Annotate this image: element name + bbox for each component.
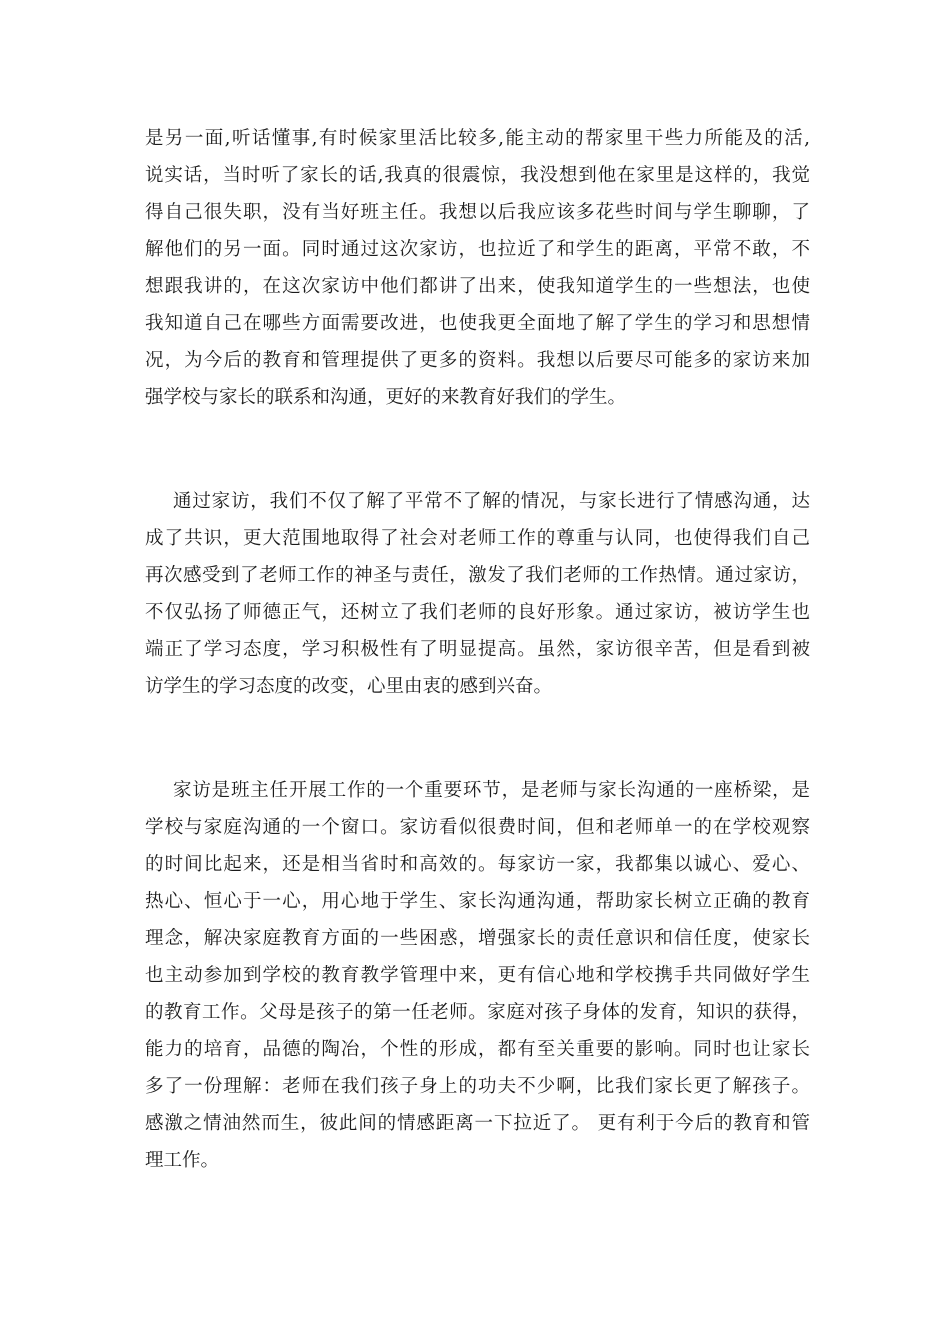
- paragraph-line: 是另一面,听话懂事,有时候家里活比较多,能主动的帮家里干些力所能及的活,: [145, 128, 810, 149]
- paragraph-line: 得自己很失职，没有当好班主任。我想以后我应该多花些时间与学生聊聊，了: [145, 202, 810, 223]
- paragraph-line: 强学校与家长的联系和沟通，更好的来教育好我们的学生。: [145, 387, 627, 408]
- paragraph-line: 学校与家庭沟通的一个窗口。家访看似很费时间，但和老师单一的在学校观察: [145, 817, 810, 838]
- paragraph-line: 端正了学习态度，学习积极性有了明显提高。虽然，家访很辛苦，但是看到被: [145, 639, 810, 660]
- paragraph-line: 况，为今后的教育和管理提供了更多的资料。我想以后要尽可能多的家访来加: [145, 350, 810, 371]
- paragraph-line: 我知道自己在哪些方面需要改进，也使我更全面地了解了学生的学习和思想情: [145, 313, 810, 334]
- paragraph-line: 理念，解决家庭教育方面的一些困惑，增强家长的责任意识和信任度，使家长: [145, 928, 810, 949]
- paragraph-line: 说实话，当时听了家长的话,我真的很震惊，我没想到他在家里是这样的，我觉: [145, 165, 810, 186]
- paragraph-line: 热心、恒心于一心，用心地于学生、家长沟通沟通，帮助家长树立正确的教育: [145, 891, 810, 912]
- paragraph-line: 通过家访，我们不仅了解了平常不了解的情况，与家长进行了情感沟通，达: [173, 491, 810, 512]
- paragraph-line: 的时间比起来，还是相当省时和高效的。每家访一家，我都集以诚心、爱心、: [145, 854, 810, 875]
- paragraph-line: 家访是班主任开展工作的一个重要环节，是老师与家长沟通的一座桥梁，是: [173, 780, 810, 801]
- paragraph-line: 感激之情油然而生，彼此间的情感距离一下拉近了。 更有利于今后的教育和管: [145, 1113, 810, 1134]
- paragraph-line: 解他们的另一面。同时通过这次家访，也拉近了和学生的距离，平常不敢，不: [145, 239, 810, 260]
- paragraph-line: 成了共识，更大范围地取得了社会对老师工作的尊重与认同，也使得我们自己: [145, 528, 810, 549]
- paragraph-line: 访学生的学习态度的改变，心里由衷的感到兴奋。: [145, 676, 553, 697]
- paragraph-line: 想跟我讲的，在这次家访中他们都讲了出来，使我知道学生的一些想法，也使: [145, 276, 810, 297]
- paragraph-line: 能力的培育，品德的陶冶，个性的形成，都有至关重要的影响。同时也让家长: [145, 1039, 810, 1060]
- paragraph-line: 的教育工作。父母是孩子的第一任老师。家庭对孩子身体的发育，知识的获得，: [145, 1002, 810, 1023]
- paragraph-line: 不仅弘扬了师德正气，还树立了我们老师的良好形象。通过家访，被访学生也: [145, 602, 810, 623]
- paragraph-line: 也主动参加到学校的教育教学管理中来，更有信心地和学校携手共同做好学生: [145, 965, 810, 986]
- paragraph-line: 多了一份理解：老师在我们孩子身上的功夫不少啊，比我们家长更了解孩子。: [145, 1076, 810, 1097]
- paragraph-line: 再次感受到了老师工作的神圣与责任，激发了我们老师的工作热情。通过家访，: [145, 565, 810, 586]
- paragraph-line: 理工作。: [145, 1150, 220, 1171]
